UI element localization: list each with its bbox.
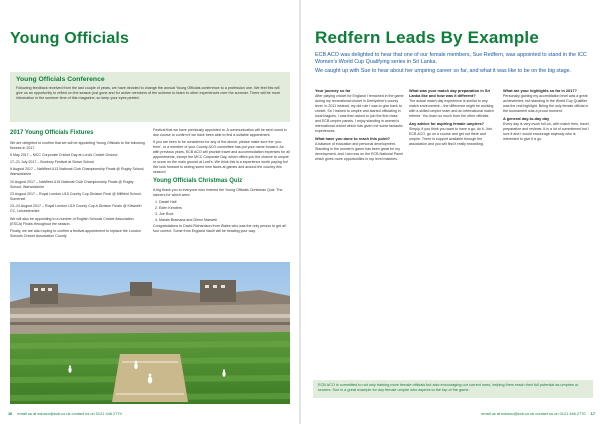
answer: A balance of education and personal development. Standing in the women’s game has been great for my development, and I am now on the ECB National Panel which gives more opportunities in top level matches. <box>315 142 403 162</box>
fixtures-heading: 2017 Young Officials Fixtures <box>10 130 94 136</box>
lead-paragraph: ECB ACO was delighted to hear that one of our female members, Sue Redfern, was appointed to stand in the ICC Women’s World Cup Qualifying series in Sri Lanka. <box>315 52 587 65</box>
fixtures-column <box>10 128 145 258</box>
congrats-text: Congratulations to David Richardson from Wales who was the only person to get all four correct. Some from England Vault! will be heading your way. <box>153 224 286 234</box>
question: Your journey so far <box>315 88 351 93</box>
question: What are your highlights so far in 2017? <box>503 88 577 93</box>
appointing-note: We will also be appointing to a number of English Schools Cricket Association (ESCA) Finals throughout the season. <box>10 216 134 226</box>
answer: Simply, if you think you want to have a go, do it. Join ECB ACO, go on a course and get out there and umpire. There is support available through the association and you will find it really rewarding. <box>409 127 493 147</box>
footer-contact: email us at ecbaco@ecb.co.uk contact us on 0121 446 2770 <box>481 411 586 416</box>
page-title: Young Officials <box>10 30 130 47</box>
page-number: 17 <box>590 411 595 416</box>
quiz-intro: A big thank you to everyone who entered the Young Officials Christmas Quiz. The winners for which were: <box>153 188 283 198</box>
closing-note: Finally, we are also hoping to confirm a festival appointment to replace the London Schools Cricket Association County <box>10 228 141 238</box>
mcc-note: If you are keen to be considered for any of the above, please make sure the ‘you-term’, or a member of your County ACO committee has put your name forward. As with previous years, ECB ACO will provide travel and accommodation expenses for all appointments, except the MCC Corporate Day, which offers you the chance to umpire or score on the main ground at Lord’s. We think this is a experience worth paying for! We look forward to seeing some new faces at games and around the country this season! <box>153 140 290 175</box>
fixture-item: 9 August 2017 – NatWest U13 National Club Championship Finals @ Rugby School, Warwickshire <box>10 167 145 177</box>
interview-column-3 <box>503 86 592 380</box>
article-lead <box>315 52 591 78</box>
winner-item: 3. Joe Root <box>159 212 290 217</box>
conference-box <box>10 72 290 122</box>
page-number: 16 <box>8 411 13 416</box>
stadium-illustration <box>10 262 290 404</box>
footer <box>8 409 293 418</box>
answer: After playing cricket for England I remained in the game during my recreational cricket in Derbyshire’s county level. In 2011 instead, my old role I was to give back to cricket. So I trained to umpire and started officiating in local leagues. I was then asked to join the first class and ECB umpire panels. I enjoy standing in women’s international cricket which has given me some fantastic experiences. <box>315 94 404 133</box>
question: What have you done to reach this point? <box>315 136 391 142</box>
footer <box>305 409 595 418</box>
conference-text: Following feedback received from the last couple of years, we have decided to change the annual Young Officials conference to a profession one. We feel this will give us an opportunity to reflect on the season just gone and for active members of the scheme to listen to other experiences over the summer. There will be more information in the summer time of this magazine, so keep your eyes peeled. <box>16 86 281 101</box>
lead-paragraph: We caught up with Sue to hear about her umpiring career so far, and what it was like to be on the big stage. <box>315 68 572 75</box>
footer-contact: email us at ecbaco@ecb.co.uk contact us on 0121 446 2770 <box>17 411 122 416</box>
question: What was your match day preparation in Sri Lanka like and how was it different? <box>409 88 491 98</box>
winner-item: 2. Eden Kenders <box>159 206 290 211</box>
answer: The actual match day experience is similar to any match environment – the difference might be working with a skilled umpire team and an international match referee. You learn so much from the other officials. <box>409 99 494 118</box>
answer: Personally gaining my accreditation level was a great achievement, but standing in the World Cup Qualifier was the real highlight. Being the only female official in the tournament was a proud moment. <box>503 94 589 113</box>
continuation-text: Festival that we have previously appointed to. A communication will be sent round in due course to confirm if we have been able to find a suitable appointment. <box>153 128 287 137</box>
conference-heading: Young Officials Conference <box>16 76 105 83</box>
commitment-band: ECB ACO is committed to not only training more female officials but also encouraging our current ones, helping them reach their full potential as umpires or scorers. Sue is a great example for any female umpire who aspires to the top of the game. <box>313 380 593 398</box>
answer: Every day is very much full-on, with match fees, travel, preparation and reviews. It is a lot of commitment but I love it and I would encourage anybody who is interested to give it a go. <box>503 122 590 142</box>
right-page <box>301 0 600 424</box>
quiz-heading: Young Officials Christmas Quiz <box>153 177 243 184</box>
fixture-item: 5 May 2017 – MCC Corporate Cricket Day at Lord’s Cricket Ground <box>10 152 118 157</box>
interview-column-1 <box>315 86 404 380</box>
interview-column-2 <box>409 86 498 380</box>
winner-item: 1. Daniel Hall <box>159 200 290 205</box>
fixture-item: 23 August 2017 – Royal London U15 County Cup Division Final @ Millfield School, Somerset <box>10 191 142 201</box>
fixture-item: 10 August 2017 – NatWest U15 National Club Championship Finals @ Rugby School, Warwickshire <box>10 179 134 189</box>
question: A general day-to-day day <box>503 116 550 122</box>
fixtures-intro: We are delighted to confirm that we will be appointing Young Officials to the following fixtures in 2017. <box>10 140 145 150</box>
cricket-ground-photo <box>10 262 290 404</box>
page-title: Redfern Leads By Example <box>315 28 539 47</box>
winners-list <box>159 200 290 223</box>
fixture-item: 23–24 August 2017 – Royal London U15 County Cup A Division Finals @ Kibworth CC, Leicestershire <box>10 204 142 214</box>
left-page <box>0 0 299 424</box>
quiz-column <box>153 128 290 256</box>
question: Any advice for aspiring female umpires? <box>409 121 485 127</box>
winner-item: 4. Marais Bramana and Glenn Maxwell <box>159 218 290 223</box>
fixture-item: 17–21 July 2017 – Bunbury Festival at Stowe School <box>10 160 95 165</box>
